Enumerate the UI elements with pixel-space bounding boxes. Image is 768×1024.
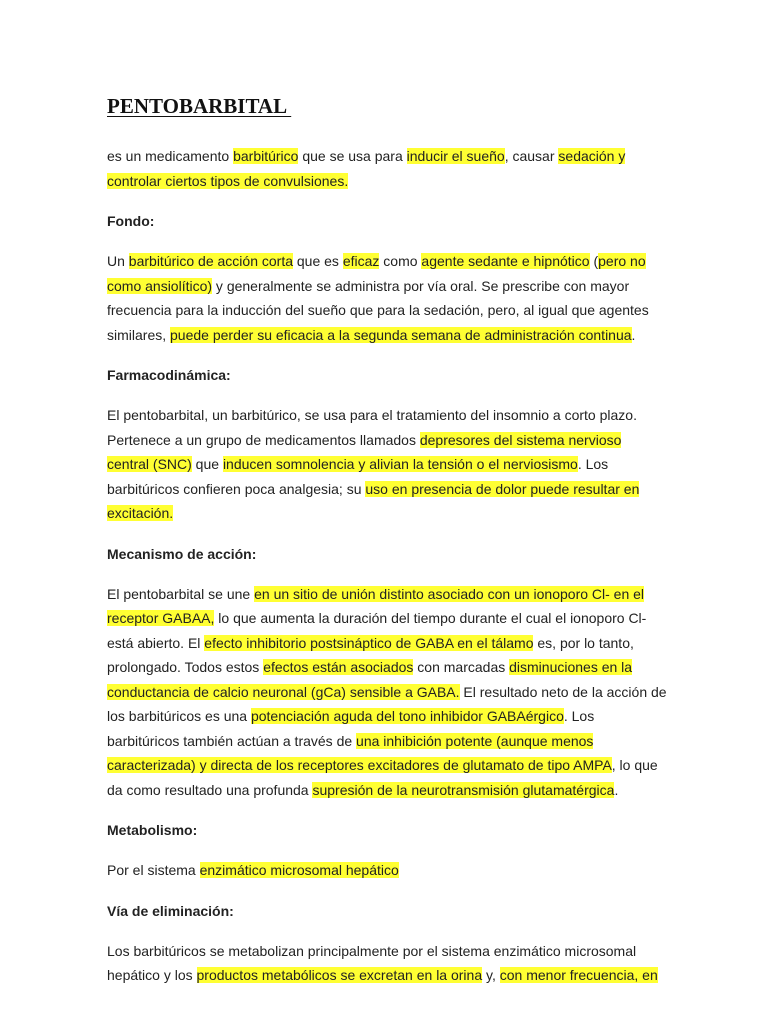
text-run: Por el sistema	[107, 862, 200, 878]
document-page	[107, 94, 667, 1006]
section-heading: Vía de eliminación:	[107, 902, 234, 919]
highlighted-text: efecto inhibitorio postsináptico de GABA en el tálamo	[204, 634, 534, 651]
highlighted-text: efectos están asociados	[263, 659, 414, 675]
body-paragraph	[107, 144, 667, 193]
highlighted-text: productos metabólicos se excretan en la orina	[196, 967, 483, 983]
document-body	[107, 144, 667, 988]
text-run: es un medicamento	[107, 148, 234, 164]
body-paragraph	[107, 403, 667, 526]
highlighted-text: barbitúrico de acción corta	[128, 253, 293, 269]
section-heading: Mecanismo de acción:	[107, 545, 257, 562]
highlighted-text: pero no como ansiolítico)	[107, 253, 646, 294]
body-paragraph	[107, 939, 667, 988]
text-run: . Los barbitúricos también actúan a través de	[107, 708, 595, 749]
text-run: .	[631, 326, 636, 343]
body-paragraph	[107, 858, 667, 883]
text-run: (	[589, 253, 599, 269]
text-run: lo que aumenta la duración del tiempo durante el cual el ionoporo Cl- está abierto. El	[107, 610, 647, 651]
highlighted-text: depresores del sistema nervioso central (SNC)	[107, 431, 622, 472]
highlighted-text: eficaz	[342, 253, 380, 269]
highlighted-text: una inhibición potente (aunque menos caracterizada) y directa de los receptores excitadores de glutamato de tipo AMPA	[107, 732, 612, 773]
highlighted-text: agente sedante e hipnótico	[421, 253, 590, 269]
section-heading: Fondo:	[107, 213, 155, 229]
highlighted-text: inducen somnolencia y alivian la tensión o el nerviosismo	[222, 456, 578, 472]
highlighted-text: sedación y controlar ciertos tipos de convulsiones.	[107, 148, 626, 189]
text-run: como	[379, 253, 422, 269]
highlighted-text: con menor frecuencia, en	[499, 967, 658, 983]
text-run: , causar	[504, 148, 559, 164]
highlighted-text: puede perder su eficacia a la segunda semana de administración continua	[170, 326, 632, 343]
body-paragraph	[107, 582, 667, 803]
text-run: es, por lo tanto, prolongado. Todos estos	[107, 634, 634, 675]
text-run: que se usa para	[298, 148, 407, 164]
text-run: El resultado neto de la acción de los barbitúricos es una	[107, 683, 667, 724]
text-run: que es	[293, 253, 343, 269]
highlighted-text: disminuciones en la conductancia de calcio neuronal (gCa) sensible a GABA.	[107, 659, 633, 700]
highlighted-text: inducir el sueño	[406, 148, 505, 164]
highlighted-text: barbitúrico	[233, 148, 299, 164]
highlighted-text: supresión de la neurotransmisión glutamatérgica	[312, 781, 615, 798]
highlighted-text: en un sitio de unión distinto asociado con un ionoporo Cl- en el receptor GABAA,	[107, 585, 645, 626]
text-run: y,	[482, 967, 500, 983]
text-run: .	[614, 781, 619, 798]
text-run: Los barbitúricos se metabolizan principalmente por el sistema enzimático microsomal hepático y los	[107, 942, 637, 983]
text-run: El pentobarbital se une	[107, 585, 255, 602]
text-run: Un	[107, 253, 129, 269]
text-run: y generalmente se administra por vía oral. Se prescribe con mayor frecuencia para la inducción del sueño que para la sedación, pero, al igual que agentes similares,	[107, 277, 649, 343]
highlighted-text: potenciación aguda del tono inhibidor GABAérgico	[250, 708, 564, 724]
section-heading: Farmacodinámica:	[107, 367, 231, 383]
section-heading: Metabolismo:	[107, 822, 198, 838]
text-run: con marcadas	[413, 659, 510, 675]
highlighted-text: uso en presencia de dolor puede resultar en excitación.	[107, 480, 640, 521]
text-run: , lo que da como resultado una profunda	[107, 757, 658, 798]
text-run: que	[191, 456, 223, 472]
body-paragraph	[107, 249, 667, 347]
document-title: PENTOBARBITAL	[107, 94, 292, 118]
text-run: . Los barbitúricos confieren poca analgesia; su	[107, 456, 609, 497]
text-run: El pentobarbital, un barbitúrico, se usa para el tratamiento del insomnio a corto plazo. Pertenece a un grupo de medicamentos llamados	[107, 407, 637, 448]
highlighted-text: enzimático microsomal hepático	[199, 862, 399, 878]
